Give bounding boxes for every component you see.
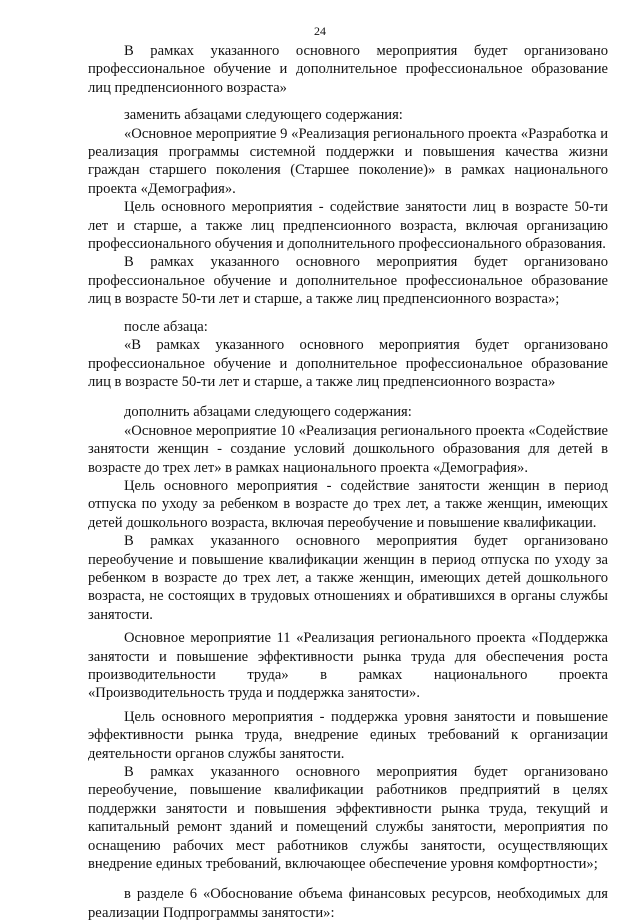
paragraph-measure-11-details: В рамках указанного основного мероприятия будет организовано переобучение, повышение квалификации работников предприятий в целях поддержки занятости и повышения эффективности рынка труда, текущий и капитальный ремонт зданий и помещений службы занятости, мероприятия по оснащению рабочих мест работников службы занятости, осуществляющих внедрение единых требований, включающее обеспечение уровня комфортности»; xyxy=(88,764,608,873)
paragraph-measure-11-goal: Цель основного мероприятия - поддержка уровня занятости и повышение эффективности рынка труда, внедрение единых требований к организации деятельности органов службы занятости. xyxy=(88,708,608,762)
page-number: 24 xyxy=(314,24,326,38)
paragraph-measure-9-goal: Цель основного мероприятия - содействие занятости лиц в возрасте 50-ти лет и старше, а также лиц предпенсионного возраста, включая организацию профессионального обучения и дополнительного профессионального образования. xyxy=(88,199,608,253)
paragraph-measure-10-title: «Основное мероприятие 10 «Реализация регионального проекта «Содействие занятости женщин - создание условий дошкольного образования для детей в возрасте до трех лет» в рамках национального проекта «Демография». xyxy=(88,422,608,476)
paragraph-after-instruction: после абзаца: xyxy=(124,318,208,335)
paragraph-replace-instruction: заменить абзацами следующего содержания: xyxy=(124,107,403,124)
paragraph-measure-9-details: В рамках указанного основного мероприятия будет организовано профессиональное обучение и дополнительное профессиональное образование лиц в возрасте 50-ти лет и старше, а также лиц предпенсионного возраста»; xyxy=(88,254,608,308)
paragraph-quoted-reference: «В рамках указанного основного мероприятия будет организовано профессиональное обучение и дополнительное профессиональное образование лиц в возрасте 50-ти лет и старше, а также лиц предпенсионного возраста» xyxy=(88,337,608,390)
paragraph-measure-10-goal: Цель основного мероприятия - содействие занятости женщин в период отпуска по уходу за ребенком в возрасте до трех лет, а также женщин, имеющих детей дошкольного возраста, включая переобучение и повышение квалификации. xyxy=(88,477,608,531)
paragraph-section-6-instruction: в разделе 6 «Обоснование объема финансовых ресурсов, необходимых для реализации Подпрограммы занятости»: xyxy=(88,886,608,921)
paragraph-previous-text: В рамках указанного основного мероприятия будет организовано профессиональное обучение и дополнительное профессиональное образование лиц предпенсионного возраста» xyxy=(88,43,608,96)
paragraph-add-instruction: дополнить абзацами следующего содержания: xyxy=(124,404,412,421)
paragraph-measure-9-title: «Основное мероприятие 9 «Реализация регионального проекта «Разработка и реализация программы системной поддержки и повышения качества жизни граждан старшего поколения (Старшее поколение)» в рамках национального проекта «Демография». xyxy=(88,125,608,197)
paragraph-measure-10-details: В рамках указанного основного мероприятия будет организовано переобучение и повышение квалификации женщин в период отпуска по уходу за ребенком в возрасте до трех лет, а также женщин, имеющих детей дошкольного возраста, не состоящих в трудовых отношениях и обратившихся в органы службы занятости. xyxy=(88,533,608,623)
document-body xyxy=(88,42,608,922)
paragraph-measure-11-title: Основное мероприятие 11 «Реализация регионального проекта «Поддержка занятости и повышение эффективности рынка труда для обеспечения роста производительности труда» в рамках национального проекта «Производительность труда и поддержка занятости». xyxy=(88,630,608,702)
